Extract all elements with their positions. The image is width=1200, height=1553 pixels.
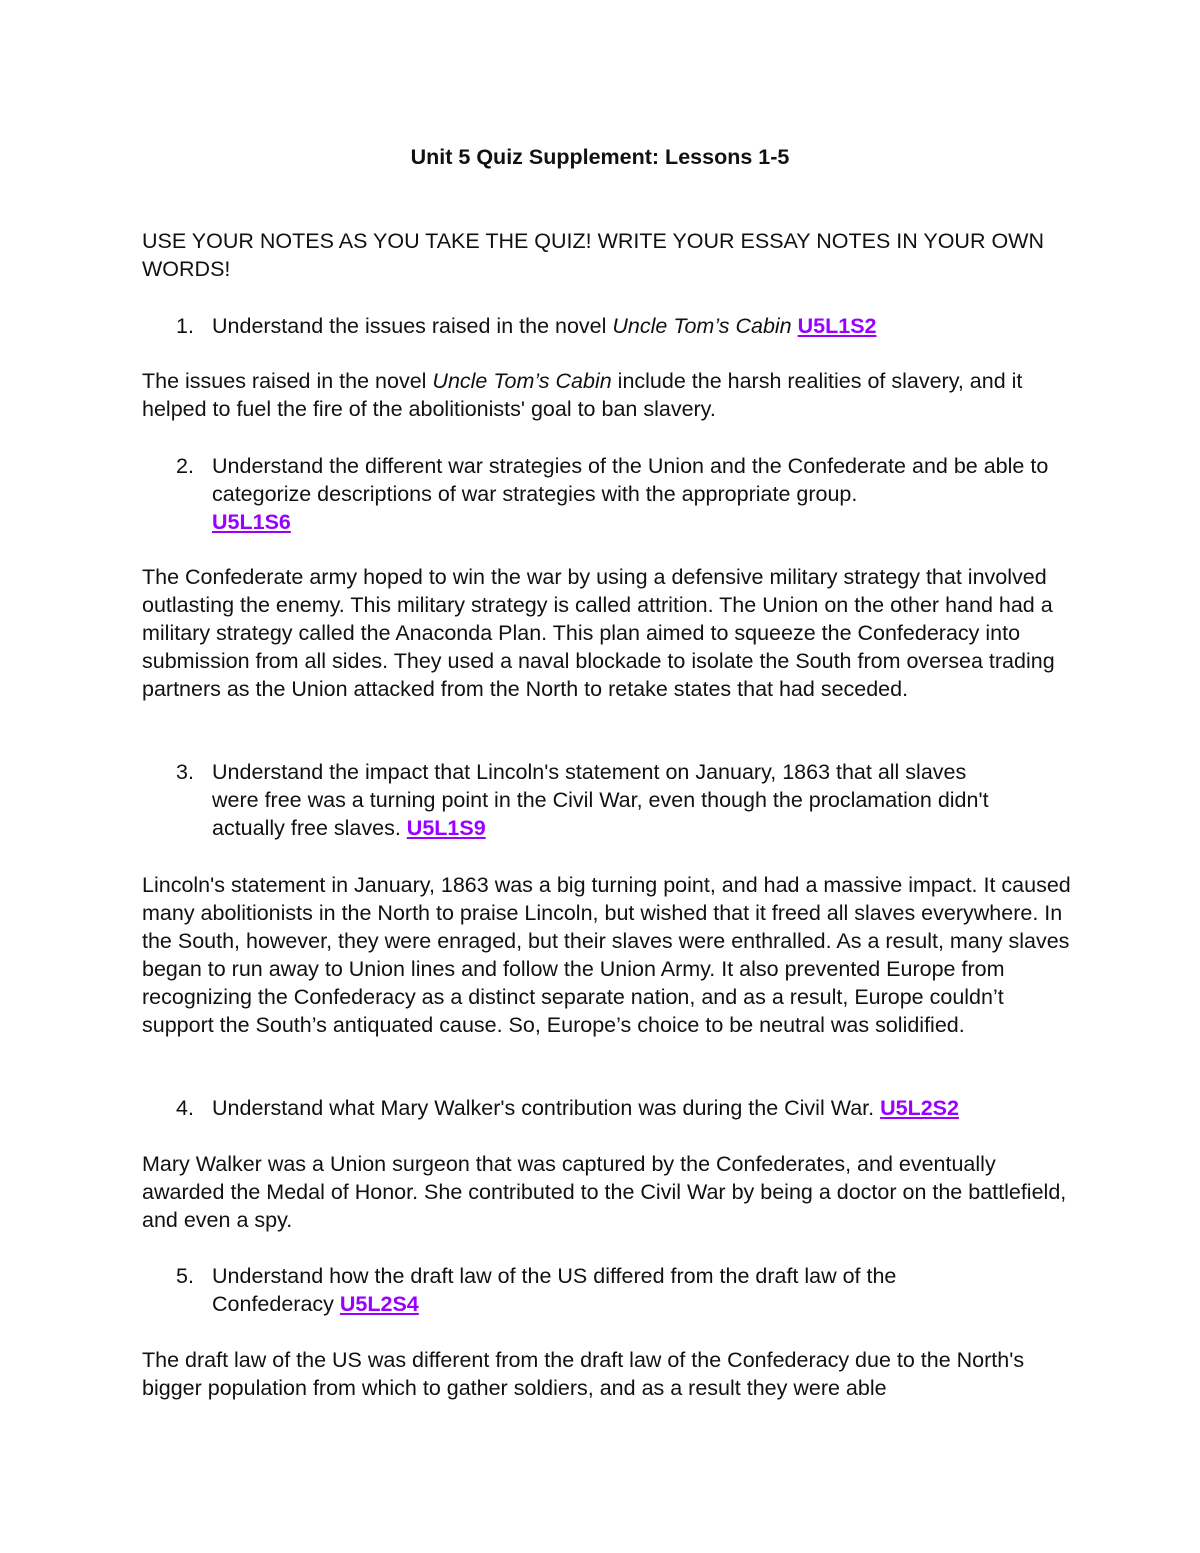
- question-item-1: [142, 312, 1072, 340]
- answer-4: Mary Walker was a Union surgeon that was captured by the Confederates, and eventually awarded the Medal of Honor. She contributed to the Civil War by being a doctor on the battlefield, and even a spy.: [142, 1152, 1067, 1232]
- question-prompt: Understand how the draft law of the US differed from the draft law of the Confederacy U5L2S4: [212, 1264, 897, 1316]
- intro-instructions: USE YOUR NOTES AS YOU TAKE THE QUIZ! WRITE YOUR ESSAY NOTES IN YOUR OWN WORDS!: [142, 229, 1044, 281]
- question-item-4: [142, 1094, 1072, 1122]
- answer-3: Lincoln's statement in January, 1863 was a big turning point, and had a massive impact. It caused many abolitionists in the North to praise Lincoln, but wished that it freed all slaves everywhere. In the South, however, they were enraged, but their slaves were enthralled. As a result, many slaves began to run away to Union lines and follow the Union Army. It also prevented Europe from recognizing the Confederacy as a distinct separate nation, and as a result, Europe couldn’t support the South’s antiquated cause. So, Europe’s choice to be neutral was solidified.: [142, 873, 1071, 1037]
- question-item-2: [142, 452, 1072, 536]
- lesson-link-u5l1s6[interactable]: U5L1S6: [212, 510, 291, 534]
- question-number: 4.: [176, 1096, 194, 1120]
- lesson-link-u5l2s2[interactable]: U5L2S2: [880, 1096, 959, 1120]
- lesson-link-u5l2s4[interactable]: U5L2S4: [339, 1292, 419, 1316]
- answer-1: The issues raised in the novel Uncle Tom’s Cabin include the harsh realities of slavery, and it helped to fuel the fire of the abolitionists' goal to ban slavery.: [142, 369, 1023, 421]
- question-prompt: Understand the different war strategies of the Union and the Confederate and be able to categorize descriptions of war strategies with the appropriate group. U5L1S6: [212, 454, 1049, 534]
- question-number: 1.: [176, 314, 194, 338]
- question-prompt: Understand the issues raised in the novel Uncle Tom’s Cabin U5L1S2: [212, 314, 877, 338]
- question-item-5: [142, 1262, 1072, 1318]
- question-prompt: Understand the impact that Lincoln's statement on January, 1863 that all slaves were free was a turning point in the Civil War, even though the proclamation didn't actually free slaves. U5L1S9: [212, 760, 989, 840]
- question-number: 5.: [176, 1264, 194, 1288]
- book-title: Uncle Tom’s Cabin: [432, 369, 612, 393]
- answer-5: The draft law of the US was different from the draft law of the Confederacy due to the North's bigger population from which to gather soldiers, and as a result they were able: [142, 1348, 1025, 1400]
- question-number: 2.: [176, 454, 194, 478]
- book-title: Uncle Tom’s Cabin: [612, 314, 792, 338]
- page-title: Unit 5 Quiz Supplement: Lessons 1-5: [410, 145, 790, 169]
- question-prompt: Understand what Mary Walker's contribution was during the Civil War. U5L2S2: [212, 1096, 959, 1120]
- lesson-link-u5l1s9[interactable]: U5L1S9: [406, 816, 486, 840]
- answer-2: The Confederate army hoped to win the war by using a defensive military strategy that involved outlasting the enemy. This military strategy is called attrition. The Union on the other hand had a military strategy called the Anaconda Plan. This plan aimed to squeeze the Confederacy into submission from all sides. They used a naval blockade to isolate the South from oversea trading partners as the Union attacked from the North to retake states that had seceded.: [142, 565, 1055, 701]
- question-number: 3.: [176, 760, 194, 784]
- lesson-link-u5l1s2[interactable]: U5L1S2: [797, 314, 877, 338]
- question-item-3: [142, 758, 1072, 842]
